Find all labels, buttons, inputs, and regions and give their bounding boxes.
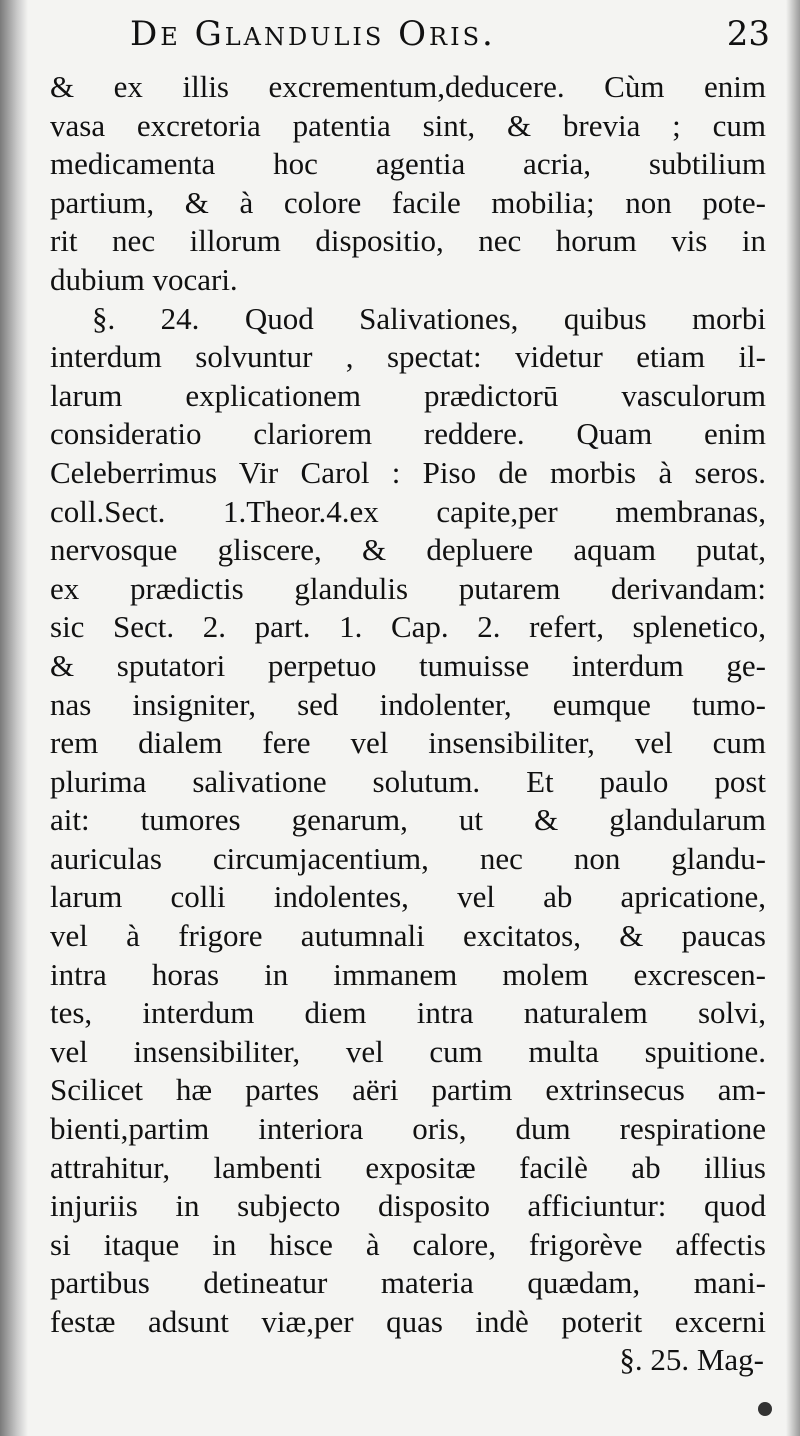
text-line: nervosque gliscere, & depluere aquam putat, [50,532,766,568]
text-line: rit nec illorum dispositio, nec horum vis in [50,223,766,259]
text-line: ait: tumores genarum, ut & glandularum [50,802,766,838]
text-line: larum colli indolentes, vel ab apricatione, [50,879,766,915]
page-gutter-shadow [0,0,28,1436]
text-line: auriculas circumjacentium, nec non glandu- [50,840,766,876]
text-line: sic Sect. 2. part. 1. Cap. 2. refert, splenetico, [50,609,766,645]
page-edge-shadow [786,0,800,1436]
text-line: si itaque in hisce à calore, frigorève affectis [50,1226,766,1262]
text-line: injuriis in subjecto disposito afficiuntur: quod [50,1188,766,1224]
text-line: bienti,partim interiora oris, dum respiratione [50,1111,766,1147]
text-line: consideratio clariorem reddere. Quam enim [50,416,766,452]
text-line: partium, & à colore facile mobilia; non pote- [50,184,766,220]
text-line: plurima salivatione solutum. Et paulo post [50,763,766,799]
text-line: larum explicationem prædictorū vasculorum [50,377,766,413]
page-header [130,14,770,64]
text-line: vel insensibiliter, vel cum multa spuitione. [50,1033,766,1069]
text-line: dubium vocari. [50,261,238,297]
text-line: attrahitur, lambenti expositæ facilè ab illius [50,1149,766,1185]
text-line: festæ adsunt viæ,per quas indè poterit excerni [50,1304,766,1339]
section-heading-line: §. 24. Quod Salivationes, quibus morbi [92,300,766,336]
page-number: 23 [726,14,770,54]
text-line: coll.Sect. 1.Theor.4.ex capite,per membranas, [50,493,766,529]
ink-spot [758,1402,772,1416]
body-text [50,68,766,1342]
text-line: rem dialem fere vel insensibiliter, vel cum [50,725,766,761]
text-line: Scilicet hæ partes aëri partim extrinsecus am- [50,1072,766,1108]
text-line: intra horas in immanem molem excrescen- [50,956,766,992]
text-line: & sputatori perpetuo tumuisse interdum ge- [50,647,766,683]
catchword: §. 25. Mag- [619,1342,764,1377]
text-line: ex prædictis glandulis putarem derivandam: [50,570,766,606]
text-line: & ex illis excrementum,deducere. Cùm enim [50,69,766,104]
text-line: interdum solvuntur , spectat: videtur etiam il- [50,339,766,375]
text-line: Celeberrimus Vir Carol : Piso de morbis à seros. [50,454,766,490]
text-line: vel à frigore autumnali excitatos, & paucas [50,918,766,954]
text-line: nas insigniter, sed indolenter, eumque tumo- [50,686,766,722]
text-line: vasa excretoria patentia sint, & brevia ; cum [50,107,766,143]
running-head: De Glandulis Oris. [130,14,496,54]
text-line: medicamenta hoc agentia acria, subtilium [50,146,766,182]
text-line: partibus detineatur materia quædam, mani- [50,1265,766,1301]
text-line: tes, interdum diem intra naturalem solvi, [50,995,766,1031]
